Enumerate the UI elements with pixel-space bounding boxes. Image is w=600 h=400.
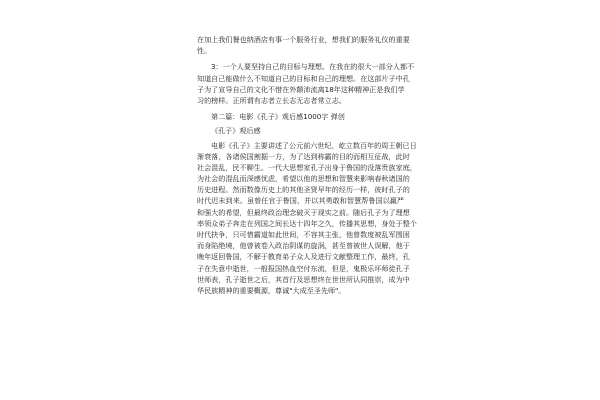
text-line: 在加上我们餐也纳酒店有事一个服务行业，想我们的服务礼仪的重要 — [197, 35, 410, 44]
text-line: 而身陷绝境，他曾被卷入政治阴谋的旋涡，甚至曾被世人误解，他于 — [197, 241, 410, 251]
document-body — [197, 34, 417, 296]
text-line: 晚年返回鲁国，不解于教育弟子众人及进行文献整理工作，最终，孔 — [197, 252, 410, 262]
text-line: 社会混乱，民不聊生。一代大思想家孔子出身于鲁国的没落贵族家庭， — [197, 162, 417, 172]
text-line: 子为了宣导自己的文化不惜在外颠沛流离18年这种精神正是我们学 — [197, 84, 405, 94]
text-line: 历史进程。然而数像历史上的其他圣贤早年的经历一样，彼时孔子的 — [197, 185, 410, 195]
text-line: 渐衰落，各诸侯国割据一方，为了达到称霸的目的而相互征战，此时 — [197, 151, 410, 161]
text-line: 子在失意中逝世，一般报国热血空付东流，但是，鬼极乐坏师徒孔子 — [197, 263, 410, 273]
text-line: 习的榜样。正所谓有志者立长志无志者常立志。 — [197, 95, 346, 105]
text-line: 性。 — [197, 46, 212, 56]
text-line: 为社会的混乱而深感忧虑，希望以他的思想和智慧来影响春秋诸国的 — [197, 174, 410, 184]
text-line: 时代抉争，只可惜霸道如此世间，不容其主张，他曾数度被乱军围困 — [197, 230, 410, 239]
text-line: 世师表，孔子逝世之后，其首行及思想终在世世所认同推崇，成为中 — [197, 274, 410, 284]
text-line: 和强大的希望，但最终政治理念破灭于现实之前。随后孔子为了理想 — [197, 207, 410, 217]
article-title: 《孔子》观后感 — [211, 126, 261, 136]
text-line: 时代迟未到来。虽曾任官于鲁国，并以其勇敢和智慧帮鲁国以赢严 — [197, 196, 404, 206]
paragraph-first-line: 3：一个人要坚持自己的目标与理想。在我在的很大一部分人都不 — [211, 62, 415, 72]
text-line: 知道自己能做什么不知道自己的目标和自己的理想。在这部片子中孔 — [197, 73, 410, 83]
text-line: 率领众弟子奔走在列国之间长达十四年之久，传播其思想，身处于整个 — [197, 218, 417, 228]
text-line: 华民族精神的重要概源，尊诚"大成至圣先师"。 — [197, 285, 346, 295]
section-heading: 第二篇：电影《孔子》观后感1000字 弹创 — [211, 112, 345, 122]
paragraph-first-line: 电影《孔子》主要讲述了公元前六世纪，屹立数百年的周王朝已日 — [211, 140, 417, 150]
